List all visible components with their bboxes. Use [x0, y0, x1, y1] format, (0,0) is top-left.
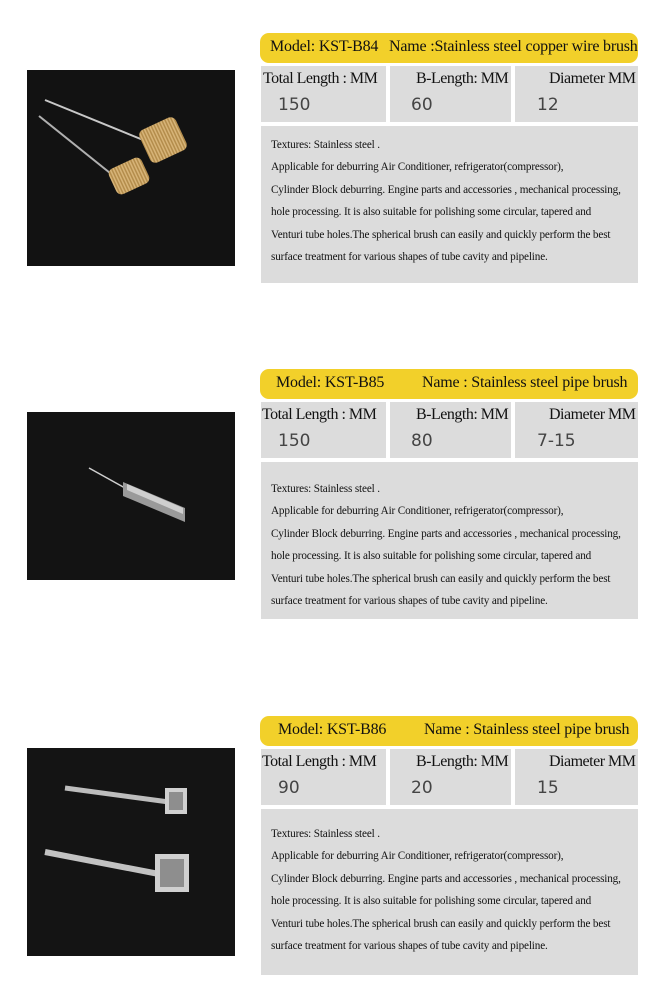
desc-line: Textures: Stainless steel . — [271, 139, 380, 151]
spec-value: 12 — [537, 95, 559, 115]
desc-line: Applicable for deburring Air Conditioner, refrigerator(compressor), — [271, 850, 564, 863]
product-photo-pipe-brush — [27, 412, 235, 580]
desc-line: surface treatment for various shapes of tube cavity and pipeline. — [271, 595, 548, 608]
spec-value: 90 — [278, 778, 300, 798]
spec-value: 60 — [411, 95, 433, 115]
desc-line: hole processing. It is also suitable for polishing some circular, tapered and — [271, 550, 592, 563]
desc-line: Textures: Stainless steel . — [271, 828, 380, 840]
spec-diameter — [515, 66, 638, 122]
spec-value: 80 — [411, 431, 433, 451]
spec-total-length — [261, 66, 386, 122]
spec-label: Total Length : MM — [262, 753, 377, 770]
spec-diameter — [515, 749, 638, 805]
spec-label: Diameter MM — [549, 753, 636, 770]
model-label: Model: KST-B85 — [276, 374, 385, 391]
spec-b-length — [390, 749, 511, 805]
spec-table — [261, 66, 638, 122]
spec-value: 15 — [537, 778, 559, 798]
spec-label: B-Length: MM — [416, 406, 509, 423]
product-name: Name :Stainless steel copper wire brush — [389, 38, 638, 55]
desc-line: Cylinder Block deburring. Engine parts and accessories , mechanical processing, — [271, 872, 621, 885]
spec-table — [261, 749, 638, 805]
desc-line: Applicable for deburring Air Conditioner, refrigerator(compressor), — [271, 505, 564, 518]
spec-label: Total Length : MM — [263, 70, 378, 87]
desc-line: hole processing. It is also suitable for polishing some circular, tapered and — [271, 895, 592, 908]
product-title-bar — [260, 716, 638, 746]
desc-line: surface treatment for various shapes of tube cavity and pipeline. — [271, 251, 548, 264]
spec-value: 20 — [411, 778, 433, 798]
spec-total-length — [261, 749, 386, 805]
desc-line: Applicable for deburring Air Conditioner, refrigerator(compressor), — [271, 161, 564, 174]
desc-line: Venturi tube holes.The spherical brush can easily and quickly perform the best — [271, 572, 611, 585]
desc-line: Venturi tube holes.The spherical brush can easily and quickly perform the best — [271, 228, 611, 241]
product-name: Name : Stainless steel pipe brush — [422, 374, 628, 391]
desc-line: Cylinder Block deburring. Engine parts and accessories , mechanical processing, — [271, 527, 621, 540]
spec-b-length — [390, 66, 511, 122]
model-label: Model: KST-B84 — [270, 38, 379, 55]
spec-label: Total Length : MM — [262, 406, 377, 423]
product-title-bar — [260, 369, 638, 399]
spec-diameter — [515, 402, 638, 458]
product-description — [261, 462, 638, 619]
product-title-bar — [260, 33, 638, 63]
product-description — [261, 126, 638, 283]
model-label: Model: KST-B86 — [278, 721, 387, 738]
spec-total-length — [261, 402, 386, 458]
spec-value: 7-15 — [537, 431, 576, 451]
spec-label: Diameter MM — [549, 406, 636, 423]
desc-line: surface treatment for various shapes of tube cavity and pipeline. — [271, 940, 548, 953]
product-photo-pipe-brush — [27, 748, 235, 956]
desc-line: Cylinder Block deburring. Engine parts and accessories , mechanical processing, — [271, 183, 621, 196]
spec-label: B-Length: MM — [416, 70, 509, 87]
spec-table — [261, 402, 638, 458]
spec-label: B-Length: MM — [416, 753, 509, 770]
spec-value: 150 — [278, 431, 311, 451]
product-description — [261, 809, 638, 975]
spec-b-length — [390, 402, 511, 458]
desc-line: hole processing. It is also suitable for polishing some circular, tapered and — [271, 206, 592, 219]
desc-line: Textures: Stainless steel . — [271, 483, 380, 495]
desc-line: Venturi tube holes.The spherical brush can easily and quickly perform the best — [271, 917, 611, 930]
spec-label: Diameter MM — [549, 70, 636, 87]
spec-value: 150 — [278, 95, 311, 115]
product-name: Name : Stainless steel pipe brush — [424, 721, 630, 738]
product-photo-copper-wire-brush — [27, 70, 235, 266]
